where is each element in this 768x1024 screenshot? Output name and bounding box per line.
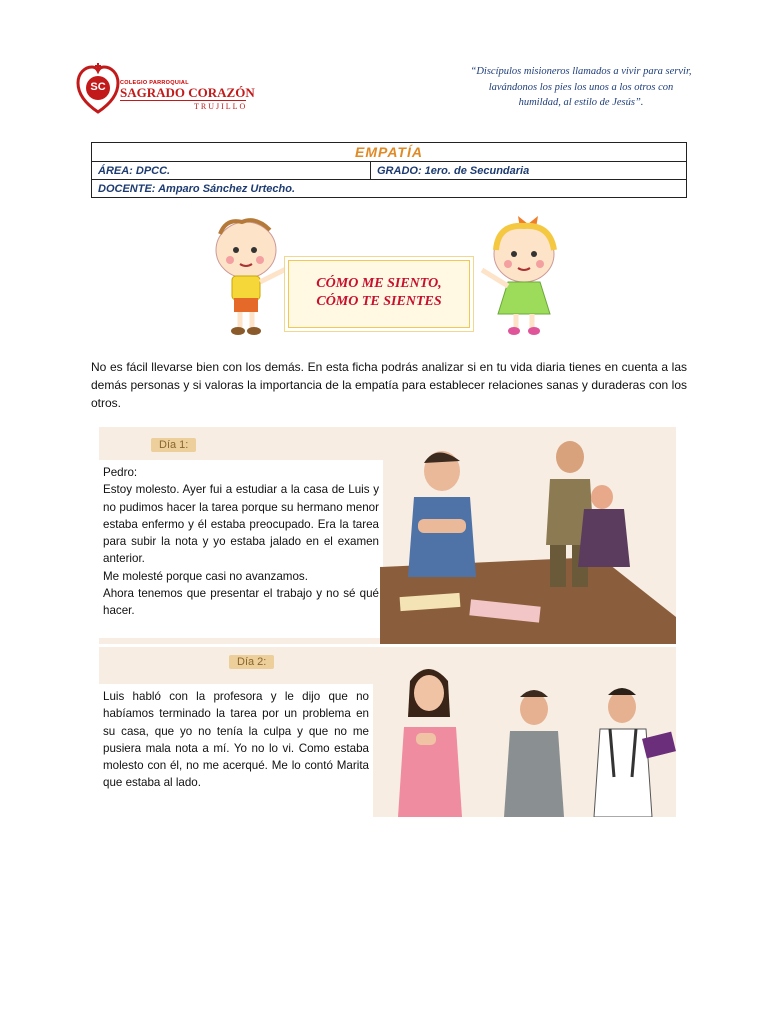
day1-line: Pedro: xyxy=(103,466,138,479)
girl-cartoon-icon xyxy=(478,210,578,340)
banner-illustration xyxy=(196,210,580,340)
banner-text xyxy=(289,275,469,311)
day1-line: Estoy molesto. Ayer fui a estudiar a la casa de Luis y no pudimos hacer la tarea porque su hermano menor estaba enfermo y él estaba preocupado. Era la tarea para subir la nota y yo estaba jalado en el examen anterior. xyxy=(103,483,379,566)
logo-divider xyxy=(120,100,246,101)
logo-city: TRUJILLO xyxy=(194,102,248,111)
day2-illustration xyxy=(376,647,676,817)
day1-line: Ahora tenemos que presentar el trabajo y no sé qué hacer. xyxy=(103,587,379,618)
intro-paragraph: No es fácil llevarse bien con los demás. En esta ficha podrás analizar si en tu vida diaria tienes en cuenta a las demás personas y si valoras la importancia de la empatía para establecer relaciones sanas y duraderas con los otros. xyxy=(91,360,687,410)
story-panel-day1 xyxy=(99,427,676,644)
docente-cell: DOCENTE: Amparo Sánchez Urtecho. xyxy=(92,180,687,198)
boy-cartoon-icon xyxy=(196,210,286,340)
banner-sign xyxy=(288,260,470,328)
info-table xyxy=(91,142,687,198)
logo-school-name: SAGRADO CORAZÓN xyxy=(120,85,255,100)
document-title: EMPATÍA xyxy=(92,143,687,162)
grado-cell: GRADO: 1ero. de Secundaria xyxy=(371,162,687,180)
school-motto: “Discípulos misioneros llamados a vivir para servir, lavándonos los pies los unos a los otros con humildad, al estilo de Jesús”. xyxy=(470,66,692,108)
day1-tab: Día 1: xyxy=(151,438,196,452)
banner-line1: CÓMO ME SIENTO, xyxy=(316,276,442,291)
logo-line1: COLEGIO PARROQUIAL xyxy=(120,80,189,86)
banner-line2: CÓMO TE SIENTES xyxy=(316,294,442,309)
day2-tab: Día 2: xyxy=(229,655,274,669)
day2-textbox: Luis habló con la profesora y le dijo que no habíamos terminado la tarea por un problema en su casa, que yo no tenía la culpa y que no me pusiera mala nota a mí. Yo no lo vi. Como estaba molesto con él, no me acerqué. Me lo contó Marita que estaba al lado. xyxy=(99,684,373,817)
story-panel-day2 xyxy=(99,647,676,817)
day1-line: Me molesté porque casi no avanzamos. xyxy=(103,569,308,583)
day1-illustration xyxy=(380,427,676,644)
logo-initials: SC xyxy=(90,81,106,93)
school-logo xyxy=(76,62,256,116)
day1-textbox xyxy=(99,460,383,638)
area-cell: ÁREA: DPCC. xyxy=(92,162,371,180)
